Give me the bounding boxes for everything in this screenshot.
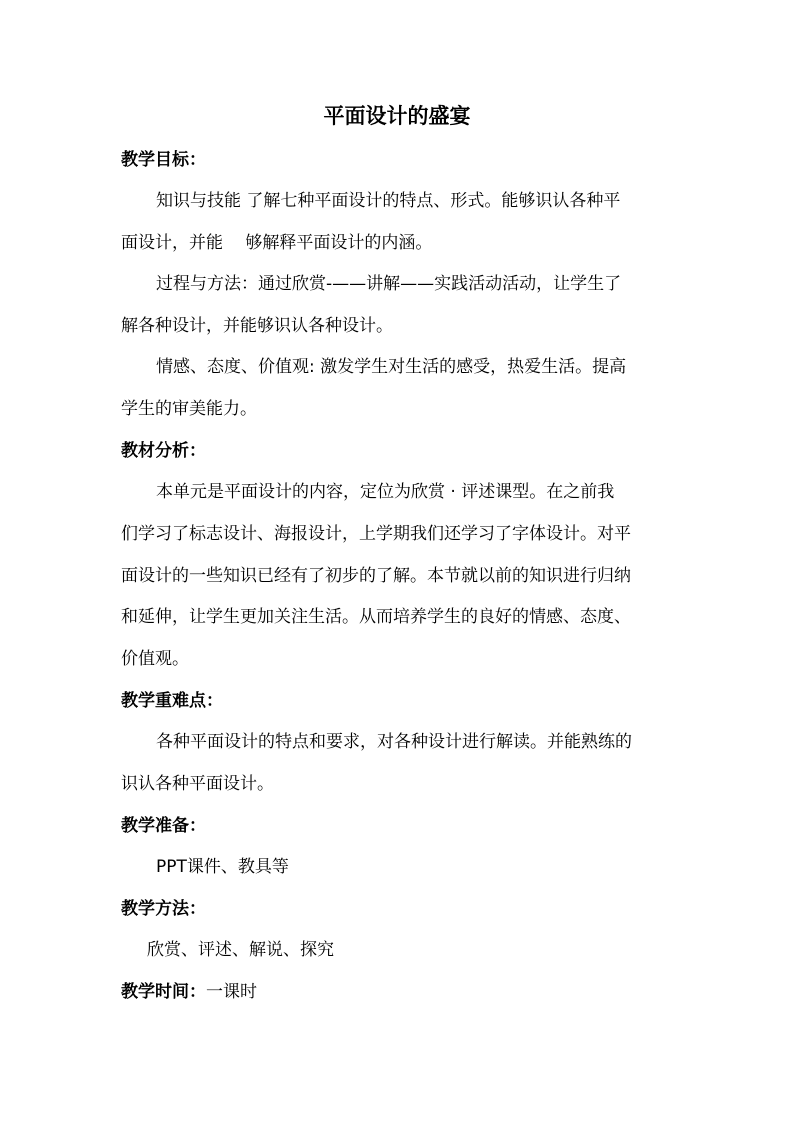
analysis-line-1: 本单元是平面设计的内容，定位为欣赏 · 评述课型。在之前我	[156, 482, 615, 502]
objectives-attitude-line-2: 学生的审美能力。	[121, 399, 257, 419]
preparation-text: PPT课件、教具等	[156, 857, 289, 877]
analysis-line-2: 们学习了标志设计、海报设计，上学期我们还学习了字体设计。对平	[121, 524, 631, 544]
analysis-line-3: 面设计的一些知识已经有了初步的了解。本节就以前的知识进行归纳	[121, 566, 631, 586]
analysis-heading: 教材分析：	[121, 441, 206, 461]
objectives-heading: 教学目标：	[121, 150, 206, 170]
preparation-heading: 教学准备：	[121, 816, 206, 836]
objectives-process-line-1: 过程与方法：通过欣赏-——讲解——实践活动活动，让学生了	[156, 274, 622, 294]
key-points-line-1: 各种平面设计的特点和要求，对各种设计进行解读。并能熟练的	[156, 732, 632, 752]
objectives-attitude-line-1: 情感、态度、价值观: 激发学生对生活的感受，热爱生活。提高	[156, 357, 627, 377]
objectives-knowledge-line-2: 面设计，并能 够解释平面设计的内涵。	[121, 233, 433, 253]
methods-text: 欣赏、评述、解说、探究	[147, 940, 334, 960]
key-points-line-2: 识认各种平面设计。	[121, 774, 274, 794]
document-title: 平面设计的盛宴	[323, 103, 471, 128]
objectives-process-line-2: 解各种设计，并能够识认各种设计。	[121, 316, 393, 336]
time-heading: 教学时间：	[121, 982, 206, 1002]
methods-heading: 教学方法：	[121, 899, 206, 919]
objectives-knowledge-line-1: 知识与技能 了解七种平面设计的特点、形式。能够识认各种平	[156, 191, 621, 211]
analysis-line-5: 价值观。	[121, 649, 189, 669]
time-text: 一课时	[206, 982, 257, 1002]
key-points-heading: 教学重难点：	[121, 691, 223, 711]
time-row	[121, 979, 257, 1005]
analysis-line-4: 和延伸，让学生更加关注生活。从而培养学生的良好的情感、态度、	[121, 607, 631, 627]
